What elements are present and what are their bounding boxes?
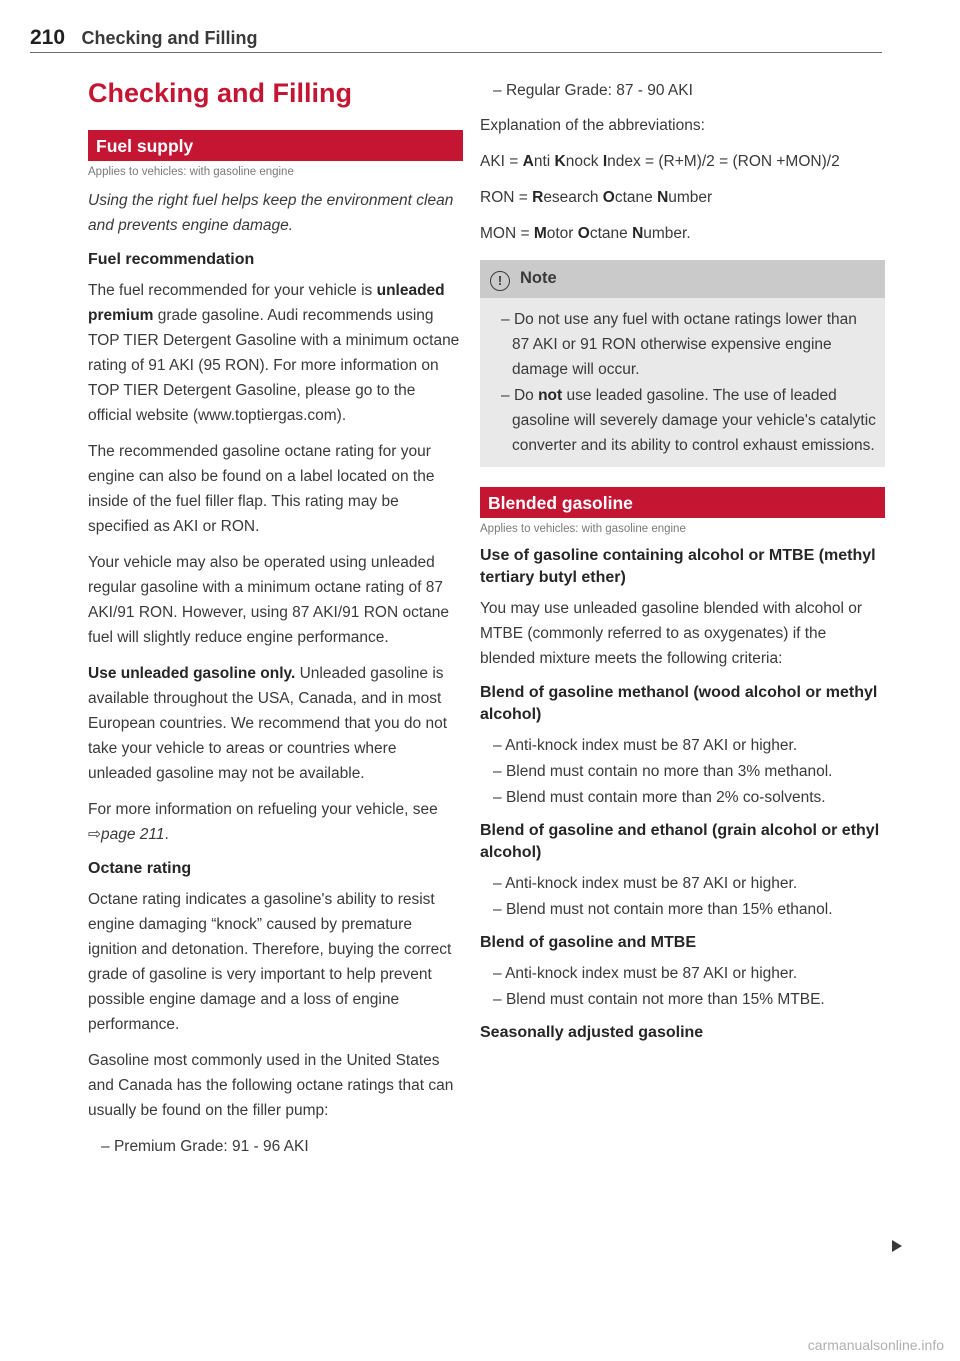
paragraph-octane-us-canada: Gasoline most commonly used in the United States and Canada has the following octane ratings that can usually be found on the filler pump:	[88, 1052, 454, 1119]
subheading-octane-rating: Octane rating	[88, 860, 192, 877]
paragraph-regular-gasoline: Your vehicle may also be operated using unleaded regular gasoline with a minimum octane rating of 87 AKI/91 RON. However, using 87 AKI/91 RON octane fuel will slightly reduce engine performance.	[88, 554, 449, 646]
chapter-title: Checking and Filling	[88, 78, 353, 108]
list-item: – Blend must not contain more than 15% ethanol.	[480, 897, 885, 922]
list-item: – Blend must contain not more than 15% MTBE.	[480, 987, 885, 1012]
subheading-ethanol: Blend of gasoline and ethanol (grain alcohol or ethyl alcohol)	[480, 822, 880, 861]
applies-note: Applies to vehicles: with gasoline engine	[480, 523, 686, 535]
list-item: – Regular Grade: 87 - 90 AKI	[480, 78, 885, 103]
paragraph-octane-definition: Octane rating indicates a gasoline's ability to resist engine damaging “knock” caused by premature ignition and detonation. Therefore, buying the correct grade of gasoline is very important to help prevent possible engine damage and a loss of engine performance.	[88, 891, 452, 1033]
grade-list	[88, 1134, 463, 1159]
applies-note: Applies to vehicles: with gasoline engine	[88, 166, 294, 178]
subheading-alcohol-mtbe: Use of gasoline containing alcohol or MTBE (methyl tertiary butyl ether)	[480, 547, 876, 586]
section-heading-fuel-supply: Fuel supply	[88, 130, 463, 161]
list-item: – Anti-knock index must be 87 AKI or higher.	[480, 871, 885, 896]
page-header	[30, 26, 882, 53]
subheading-seasonal: Seasonally adjusted gasoline	[480, 1024, 704, 1041]
note-header	[480, 260, 885, 298]
list-item: – Blend must contain no more than 3% methanol.	[480, 759, 885, 784]
subheading-fuel-recommendation: Fuel recommendation	[88, 251, 255, 268]
watermark: carmanualsonline.info	[807, 1337, 944, 1353]
page-link[interactable]: ⇨page 211	[88, 826, 165, 843]
subheading-methanol: Blend of gasoline methanol (wood alcohol or methyl alcohol)	[480, 684, 878, 723]
note-title: Note	[520, 269, 557, 287]
section-heading-blended-gasoline: Blended gasoline	[480, 487, 885, 518]
continue-arrow-icon	[892, 1240, 902, 1252]
page-number: 210	[30, 26, 66, 49]
list-item: – Blend must contain more than 2% co-solvents.	[480, 785, 885, 810]
list-item: – Anti-knock index must be 87 AKI or higher.	[480, 961, 885, 986]
paragraph-oxygenates: You may use unleaded gasoline blended with alcohol or MTBE (commonly referred to as oxygenates) if the blended mixture meets the following criteria:	[480, 600, 863, 667]
methanol-criteria	[480, 733, 885, 810]
right-column	[480, 78, 885, 1051]
header-title: Checking and Filling	[81, 28, 258, 48]
paragraph-abbreviations: Explanation of the abbreviations:	[480, 117, 705, 134]
list-item: – Premium Grade: 91 - 96 AKI	[88, 1134, 463, 1159]
subheading-mtbe: Blend of gasoline and MTBE	[480, 934, 697, 951]
paragraph-refueling-ref: For more information on refueling your vehicle, see ⇨page 211.	[88, 801, 438, 843]
paragraph-fuel-recommended: The fuel recommended for your vehicle is unleaded premium grade gasoline. Audi recommends using TOP TIER Detergent Gasoline with a minimum octane rating of 91 AKI (95 RON). For more information on TOP TIER Detergent Gasoline, please go to the official website (www.toptiergas.com).	[88, 282, 460, 424]
paragraph-octane-label: The recommended gasoline octane rating for your engine can also be found on a label located on the inside of the fuel filler flap. This rating may be specified as AKI or RON.	[88, 443, 435, 535]
list-item: – Do not use any fuel with octane ratings lower than 87 AKI or 91 RON otherwise expensive engine damage will occur.	[488, 307, 877, 382]
abbr-mon: MON = Motor Octane Number.	[480, 225, 691, 242]
note-body	[480, 298, 885, 467]
exclamation-circle-icon: !	[490, 271, 510, 291]
note-box	[480, 260, 885, 467]
section-intro: Using the right fuel helps keep the environment clean and prevents engine damage.	[88, 192, 454, 234]
grade-list-continued	[480, 78, 885, 103]
ethanol-criteria	[480, 871, 885, 922]
abbr-ron: RON = Research Octane Number	[480, 189, 713, 206]
abbr-aki: AKI = Anti Knock Index = (R+M)/2 = (RON +MON)/2	[480, 153, 840, 170]
list-item: – Do not use leaded gasoline. The use of leaded gasoline will severely damage your vehicle's catalytic converter and its ability to control exhaust emissions.	[488, 383, 877, 458]
mtbe-criteria	[480, 961, 885, 1012]
list-item: – Anti-knock index must be 87 AKI or higher.	[480, 733, 885, 758]
left-column	[88, 78, 463, 1169]
paragraph-unleaded-only: Use unleaded gasoline only. Unleaded gasoline is available throughout the USA, Canada, and in most European countries. We recommend that you do not take your vehicle to areas or countries where unleaded gasoline may not be available.	[88, 665, 448, 782]
